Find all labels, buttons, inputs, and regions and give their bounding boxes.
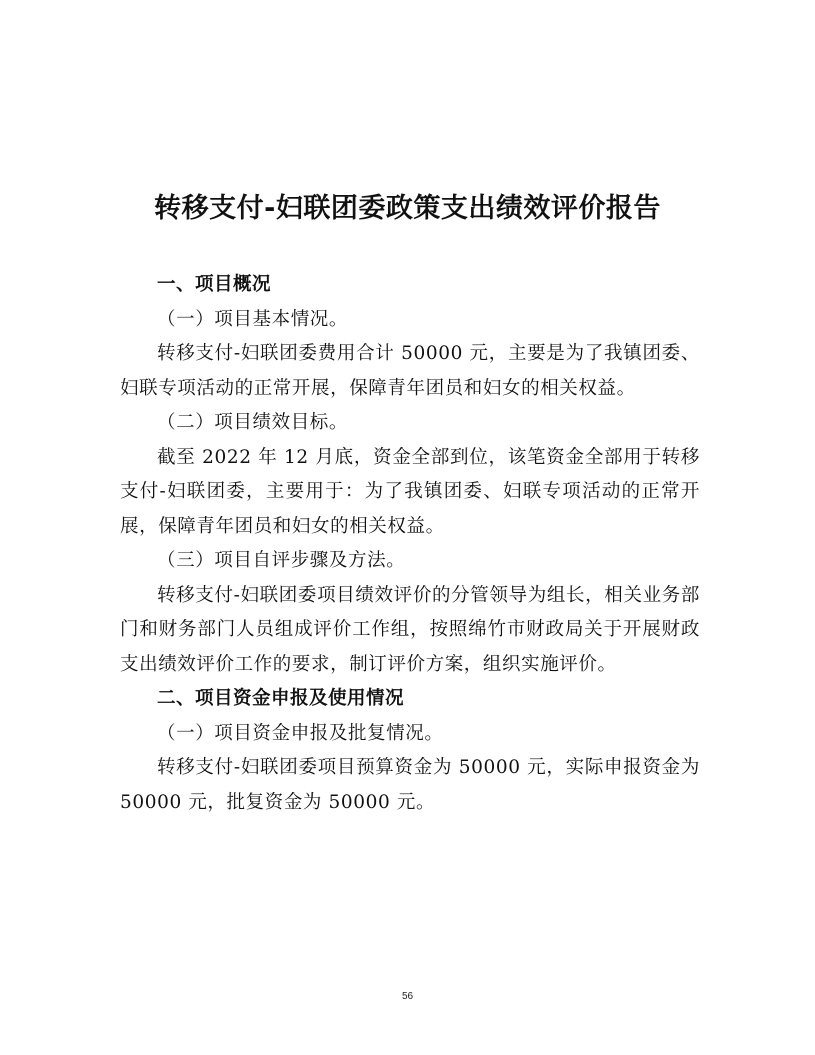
paragraph: 转移支付-妇联团委费用合计 50000 元，主要是为了我镇团委、妇联专项活动的正常开展，保障青年团员和妇女的相关权益。 [120,343,700,399]
section-heading: 一、项目概况 [157,274,272,295]
subsection-heading: （一）项目基本情况。 [157,308,349,330]
section-heading: 二、项目资金申报及使用情况 [157,688,405,709]
page-number: 56 [401,991,414,1002]
paragraph: 截至 2022 年 12 月底，资金全部到位，该笔资金全部用于转移支付-妇联团委，主要用于：为了我镇团委、妇联专项活动的正常开展，保障青年团员和妇女的相关权益。 [120,446,700,537]
document-title: 转移支付-妇联团委政策支出绩效评价报告 [154,193,661,224]
subsection-heading: （三）项目自评步骤及方法。 [157,550,406,571]
paragraph: 转移支付-妇联团委项目预算资金为 50000 元，实际申报资金为 50000 元，批复资金为 50000 元。 [120,757,700,813]
subsection-heading: （一）项目资金申报及批复情况。 [157,722,444,744]
subsection-heading: （二）项目绩效目标。 [157,412,349,433]
document-body [120,268,700,820]
paragraph: 转移支付-妇联团委项目绩效评价的分管领导为组长，相关业务部门和财务部门人员组成评价工作组，按照绵竹市财政局关于开展财政支出绩效评价工作的要求，制订评价方案，组织实施评价。 [120,584,700,675]
